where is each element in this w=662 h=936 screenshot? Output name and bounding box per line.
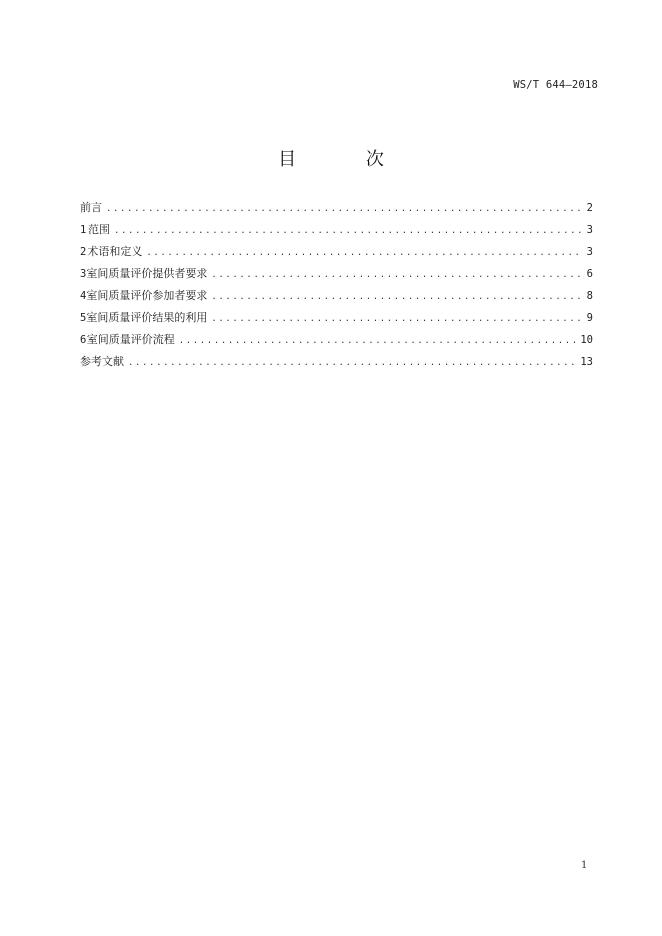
toc-entry-result-use[interactable]: [80, 309, 593, 331]
toc-entry-number: 4: [80, 290, 87, 302]
toc-title: 目 次: [278, 149, 416, 170]
toc-entry-label: 术语和定义: [87, 245, 143, 258]
toc-entry-label: 前言: [80, 201, 102, 214]
toc-entry-provider-requirements[interactable]: [80, 265, 593, 287]
toc-entry-page: 9: [586, 312, 593, 324]
toc-dot-leader: [211, 314, 582, 324]
toc-entry-label: 室间质量评价提供者要求: [86, 267, 208, 280]
toc-entry-number: 6: [80, 334, 87, 346]
toc-dot-leader: [106, 204, 583, 214]
toc-entry-label: 室间质量评价流程: [86, 333, 175, 346]
document-code: WS/T 644—2018: [513, 79, 598, 91]
toc-entry-number: 5: [80, 312, 87, 324]
toc-entry-number: 3: [80, 268, 87, 280]
toc-entry-page: 13: [580, 356, 593, 368]
toc-entry-participant-requirements[interactable]: [80, 287, 593, 309]
toc-dot-leader: [211, 292, 582, 302]
toc-entry-page: 3: [586, 224, 593, 236]
toc-dot-leader: [128, 358, 576, 368]
toc-entry-foreword[interactable]: [80, 199, 593, 221]
toc-entry-page: 8: [586, 290, 593, 302]
toc-entry-label: 室间质量评价结果的利用: [86, 311, 208, 324]
toc-entry-page: 10: [580, 334, 593, 346]
page-number: 1: [581, 860, 588, 871]
toc-entry-page: 6: [586, 268, 593, 280]
toc-entry-label: 室间质量评价参加者要求: [86, 289, 208, 302]
table-of-contents: [80, 199, 593, 375]
toc-dot-leader: [114, 226, 583, 236]
toc-entry-page: 2: [586, 202, 593, 214]
toc-entry-terms[interactable]: [80, 243, 593, 265]
toc-dot-leader: [179, 336, 577, 346]
toc-entry-number: 1: [80, 224, 87, 236]
toc-entry-number: 2: [80, 246, 87, 258]
toc-entry-scope[interactable]: [80, 221, 593, 243]
toc-entry-label: 参考文献: [80, 355, 124, 368]
toc-entry-label: 范围: [87, 223, 110, 236]
toc-entry-page: 3: [586, 246, 593, 258]
toc-entry-process[interactable]: [80, 331, 593, 353]
toc-dot-leader: [146, 248, 582, 258]
toc-dot-leader: [211, 270, 582, 280]
toc-entry-references[interactable]: [80, 353, 593, 375]
